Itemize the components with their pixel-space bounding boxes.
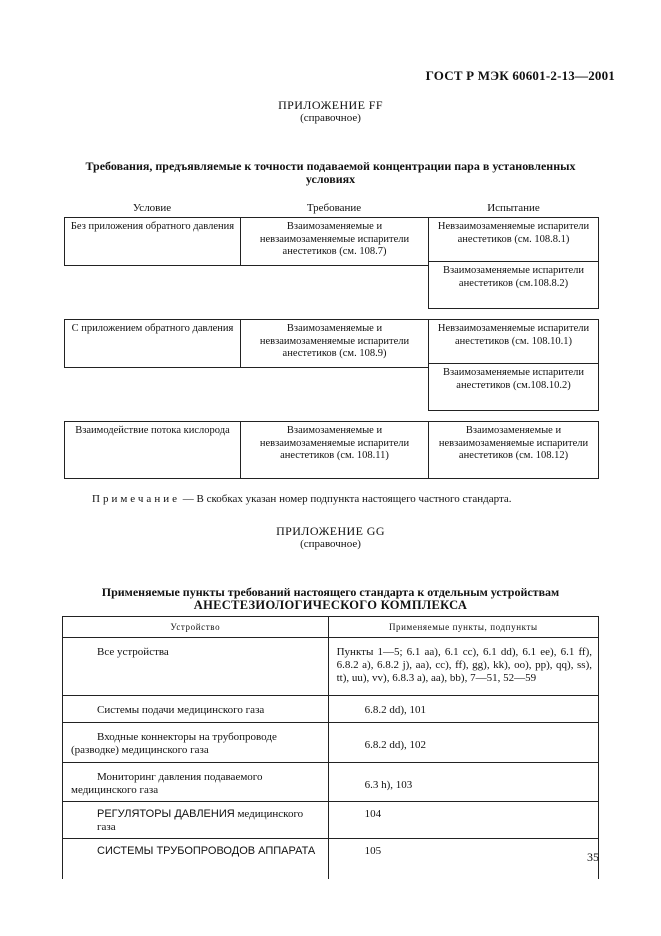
ff-test-cell: Взаимозаменяемые и невзаимозаменяемые испарители анестетиков (см. 108.12): [428, 421, 599, 479]
heading-line: условиях: [305, 172, 356, 186]
heading-line: Требования, предъявляемые к точности подаваемой концентрации пара в установленных: [85, 159, 576, 173]
appendix-ff-title: ПРИЛОЖЕНИЕ FF: [278, 98, 383, 112]
device-caps: РЕГУЛЯТОРЫ ДАВЛЕНИЯ: [97, 808, 235, 820]
appendix-ff-subtitle: (справочное): [300, 112, 361, 124]
ff-test-cell: Невзаимозаменяемые испарители анестетиков (см. 108.10.1): [428, 319, 599, 364]
device-caps: СИСТЕМЫ ТРУБОПРОВОДОВ АППАРАТА: [97, 845, 316, 857]
ff-condition-cell: Без приложения обратного давления: [64, 217, 241, 266]
ff-test-cell: Невзаимозаменяемые испарители анестетиков (см. 108.8.1): [428, 217, 599, 262]
column-header-requirement: Требование: [306, 202, 362, 214]
ff-requirement-cell: Взаимозаменяемые и невзаимозаменяемые испарители анестетиков (см. 108.9): [240, 319, 429, 368]
ff-test-cell: Взаимозаменяемые испарители анестетиков (см.108.8.2): [428, 261, 599, 309]
table-row: [63, 802, 599, 839]
ff-test-cell: Взаимозаменяемые испарители анестетиков (см.108.10.2): [428, 363, 599, 411]
table-row: [63, 763, 599, 802]
appendix-ff-heading: [0, 160, 661, 186]
clauses-cell: 6.8.2 dd), 101: [328, 696, 598, 723]
clauses-cell: 105: [328, 839, 598, 879]
gg-table: [62, 616, 599, 879]
note-label: Примечание: [92, 493, 180, 505]
device-rest: медицинского газа: [97, 808, 304, 833]
document-header: ГОСТ Р МЭК 60601-2-13—2001: [425, 68, 615, 83]
column-header-clauses: Применяемые пункты, подпункты: [328, 617, 598, 638]
column-header-test: Испытание: [487, 202, 540, 214]
appendix-gg-title: ПРИЛОЖЕНИЕ GG: [276, 524, 385, 538]
ff-requirement-cell: Взаимозаменяемые и невзаимозаменяемые испарители анестетиков (см. 108.7): [240, 217, 429, 266]
table-row: [63, 638, 599, 696]
page-number: 35: [587, 850, 599, 864]
heading-line: АНЕСТЕЗИОЛОГИЧЕСКОГО КОМПЛЕКСА: [193, 598, 468, 612]
device-cell: [63, 802, 329, 839]
clauses-cell: Пункты 1—5; 6.1 aa), 6.1 cc), 6.1 dd), 6.1 ee), 6.1 ff), 6.8.2 a), 6.8.2 j), aa), cc), ff), gg), kk), oo), pp), qq), ss), tt), uu), vv), 6.8.3 a), aa), bb), 7—51, 52—59: [328, 638, 598, 696]
device-cell: Все устройства: [63, 638, 329, 696]
appendix-gg-heading: [0, 586, 661, 612]
heading-line: Применяемые пункты требований настоящего стандарта к отдельным устройствам: [101, 585, 560, 599]
device-cell: Входные коннекторы на трубопроводе (разводке) медицинского газа: [63, 723, 329, 763]
ff-requirement-cell: Взаимозаменяемые и невзаимозаменяемые испарители анестетиков (см. 108.11): [240, 421, 429, 479]
ff-note: [92, 493, 512, 505]
clauses-cell: 104: [328, 802, 598, 839]
appendix-gg-subtitle: (справочное): [300, 538, 361, 550]
table-row: [63, 723, 599, 763]
device-cell: [63, 839, 329, 879]
device-cell: Системы подачи медицинского газа: [63, 696, 329, 723]
clauses-cell: 6.8.2 dd), 102: [328, 723, 598, 763]
device-cell: Мониторинг давления подаваемого медицинского газа: [63, 763, 329, 802]
note-text: — В скобках указан номер подпункта настоящего частного стандарта.: [179, 493, 512, 505]
ff-condition-cell: С приложением обратного давления: [64, 319, 241, 368]
ff-condition-cell: Взаимодействие потока кислорода: [64, 421, 241, 479]
table-row: [63, 696, 599, 723]
column-header-condition: Условие: [132, 202, 172, 214]
column-header-device: Устройство: [63, 617, 329, 638]
clauses-cell: 6.3 h), 103: [328, 763, 598, 802]
table-row: [63, 839, 599, 879]
